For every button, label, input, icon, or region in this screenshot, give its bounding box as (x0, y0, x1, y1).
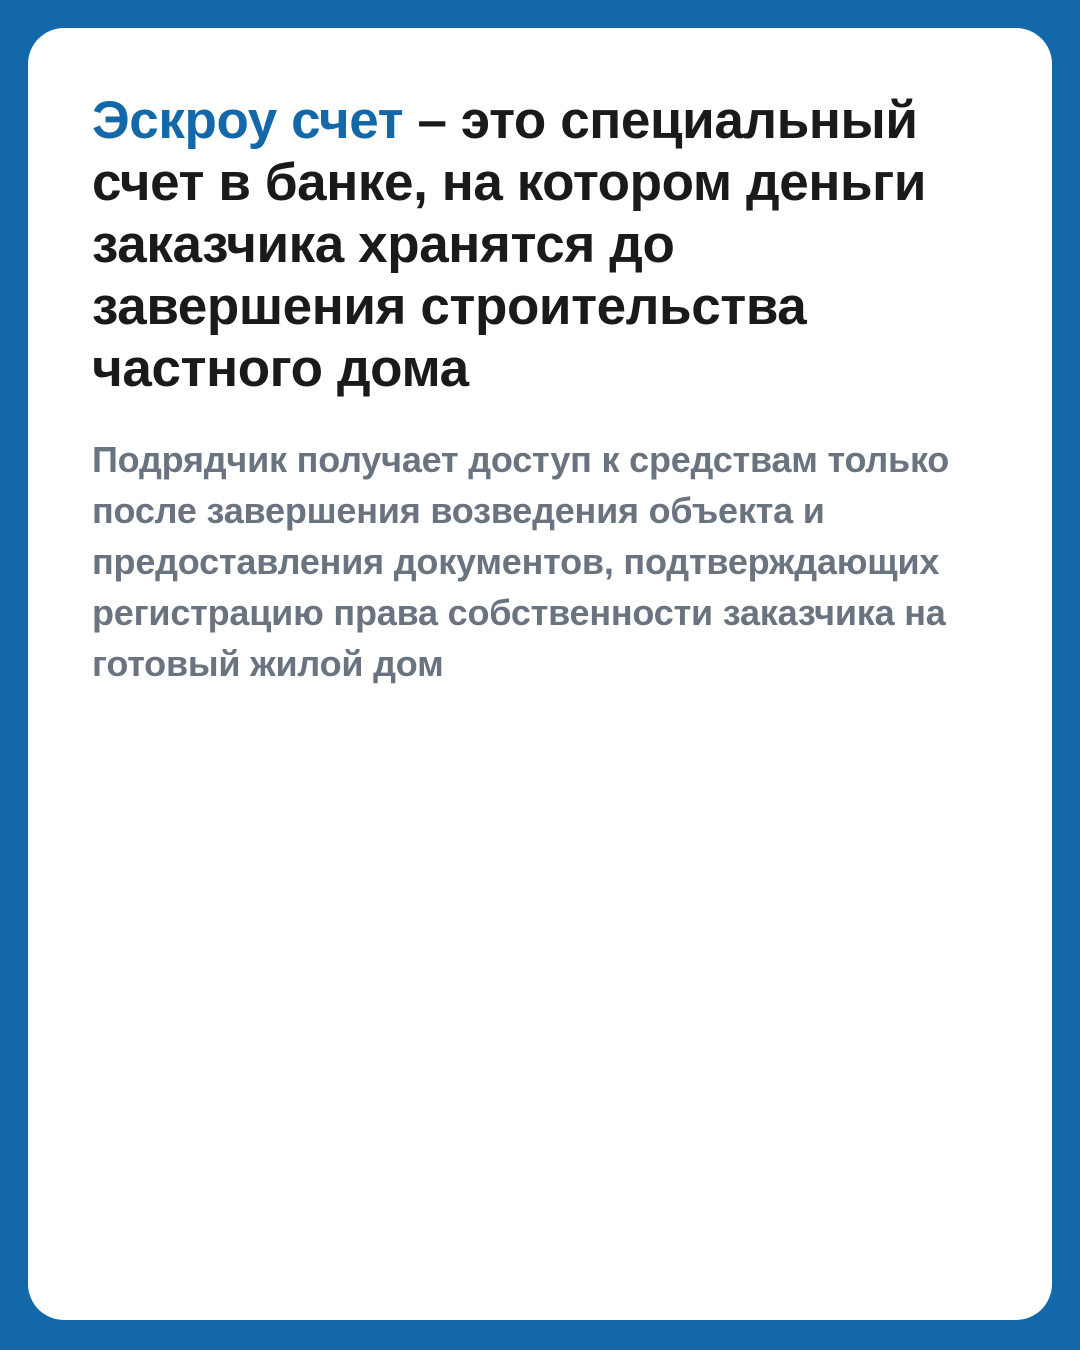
headline-accent-term: Эскроу счет (92, 91, 404, 150)
content-card (28, 28, 1052, 1320)
page-title (92, 90, 988, 400)
body-paragraph: Подрядчик получает доступ к средствам только после завершения возведения объекта и предоставления документов, подтверждающих регистрацию права собственности заказчика на готовый жилой дом (92, 439, 950, 685)
headline-remainder: – это специальный счет в банке, на котором деньги заказчика хранятся до завершения строительства частного дома (92, 91, 926, 398)
